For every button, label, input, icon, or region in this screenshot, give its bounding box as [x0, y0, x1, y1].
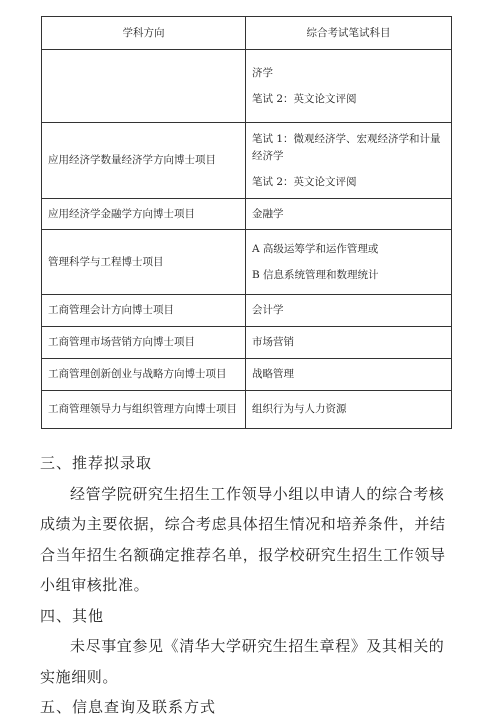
subject-line: 笔试 2：英文论文评阅: [252, 92, 357, 105]
table-row: [42, 391, 452, 429]
subject-line: 笔试 1：微观经济学、宏观经济学和计量经济学: [252, 132, 441, 162]
subjects-cell: [246, 50, 452, 123]
header-subjects: 综合考试笔试科目: [246, 17, 452, 50]
program-cell: 应用经济学数量经济学方向博士项目: [42, 123, 246, 199]
subject-line: 笔试 2：英文论文评阅: [252, 175, 357, 188]
subject-line: B 信息系统管理和数理统计: [252, 268, 379, 281]
section-heading: 三、推荐拟录取: [40, 454, 153, 472]
subjects-cell: 市场营销: [246, 327, 452, 359]
program-cell: 工商管理领导力与组织管理方向博士项目: [42, 391, 246, 429]
exam-subjects-table: [41, 16, 452, 429]
program-cell: 应用经济学金融学方向博士项目: [42, 199, 246, 230]
table-row: [42, 359, 452, 391]
program-cell: 工商管理市场营销方向博士项目: [42, 327, 246, 359]
program-cell: [42, 50, 246, 123]
table-row: [42, 50, 452, 123]
table-header-row: [42, 17, 452, 50]
subject-line: 济学: [252, 66, 273, 79]
table-row: [42, 123, 452, 199]
subjects-cell: [246, 230, 452, 295]
section-heading: 五、信息查询及联系方式: [40, 698, 217, 716]
subjects-cell: [246, 123, 452, 199]
subjects-cell: 组织行为与人力资源: [246, 391, 452, 429]
program-cell: 工商管理创新创业与战略方向博士项目: [42, 359, 246, 391]
table-row: [42, 295, 452, 327]
section-paragraph: 经管学院研究生招生工作领导小组以申请人的综合考核成绩为主要依据，综合考虑具体招生情况和培养条件，并结合当年招生名额确定推荐名单，报学校研究生招生工作领导小组审核批准。: [40, 484, 446, 594]
subjects-cell: 会计学: [246, 295, 452, 327]
subject-line: A 高级运筹学和运作管理或: [252, 242, 379, 255]
subjects-cell: 战略管理: [246, 359, 452, 391]
section-heading: 四、其他: [40, 606, 105, 625]
program-cell: 工商管理会计方向博士项目: [42, 295, 246, 327]
section-paragraph: 未尽事宜参见《清华大学研究生招生章程》及其相关的实施细则。: [40, 637, 445, 686]
subjects-cell: 金融学: [246, 199, 452, 230]
table-row: [42, 327, 452, 359]
header-program: 学科方向: [42, 17, 246, 50]
table-row: [42, 199, 452, 230]
table-row: [42, 230, 452, 295]
document-body: [40, 448, 454, 723]
program-cell: 管理科学与工程博士项目: [42, 230, 246, 295]
